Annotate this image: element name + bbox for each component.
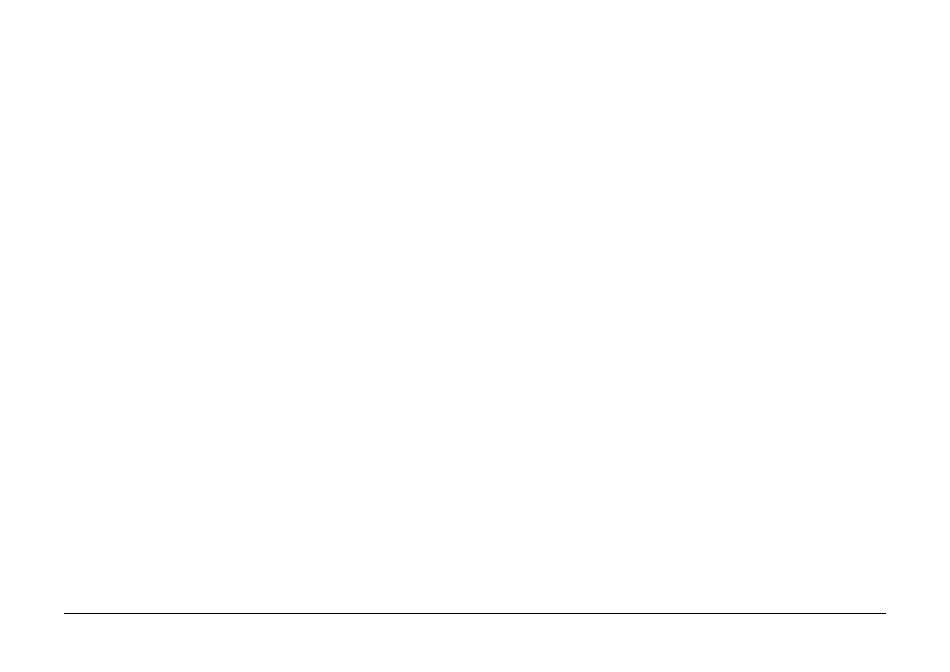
footer-rule (64, 613, 886, 614)
